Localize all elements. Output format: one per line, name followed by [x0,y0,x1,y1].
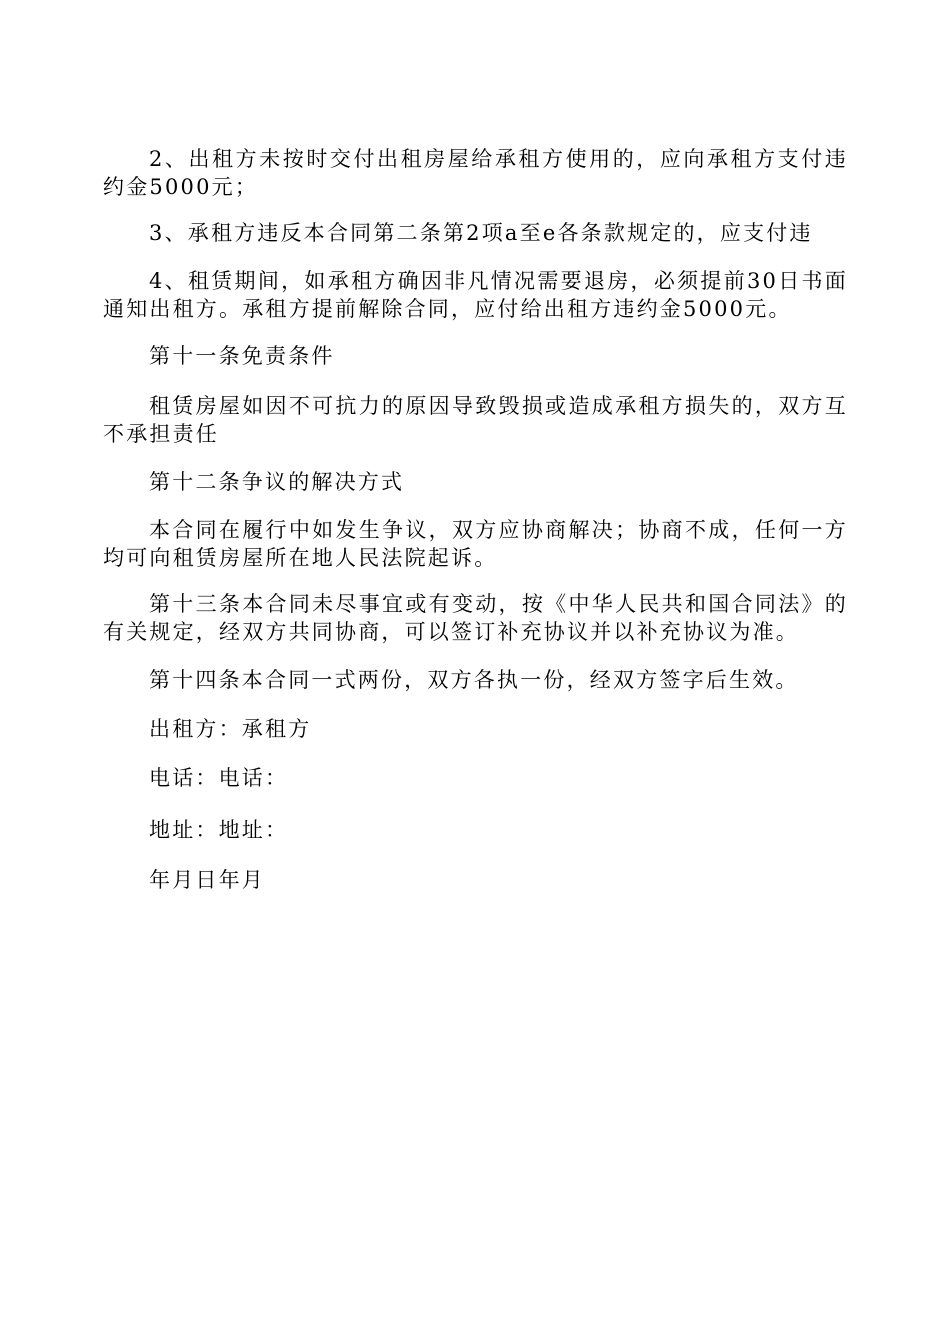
article-12-heading: 第十二条争议的解决方式 [149,470,405,494]
signature-date: 年月日年月 [149,868,265,892]
article-14: 第十四条本合同一式两份，双方各执一份，经双方签字后生效。 [149,668,799,692]
article-12-body: 本合同在履行中如发生争议，双方应协商解决；协商不成，任何一方均可向租赁房屋所在地人民法院起诉。 [103,518,848,570]
article-11-body: 租赁房屋如因不可抗力的原因导致毁损或造成承租方损失的，双方互不承担责任 [103,394,848,446]
signature-phone: 电话：电话： [149,766,289,790]
signature-address: 地址：地址： [149,818,289,842]
signature-parties: 出租方：承租方 [149,717,312,741]
clause-4-early-termination: 4、租赁期间，如承租方确因非凡情况需要退房，必须提前30日书面通知出租方。承租方提前解除合同，应付给出租方违约金5000元。 [103,269,848,321]
article-11-heading: 第十一条免责条件 [149,344,335,368]
article-13: 第十三条本合同未尽事宜或有变动，按《中华人民共和国合同法》的有关规定，经双方共同协商，可以签订补充协议并以补充协议为准。 [103,592,848,644]
clause-2-late-delivery-penalty: 2、出租方未按时交付出租房屋给承租方使用的，应向承租方支付违约金5000元； [103,147,848,199]
clause-3-tenant-violation: 3、承租方违反本合同第二条第2项a至e各条款规定的，应支付违 [149,221,813,245]
